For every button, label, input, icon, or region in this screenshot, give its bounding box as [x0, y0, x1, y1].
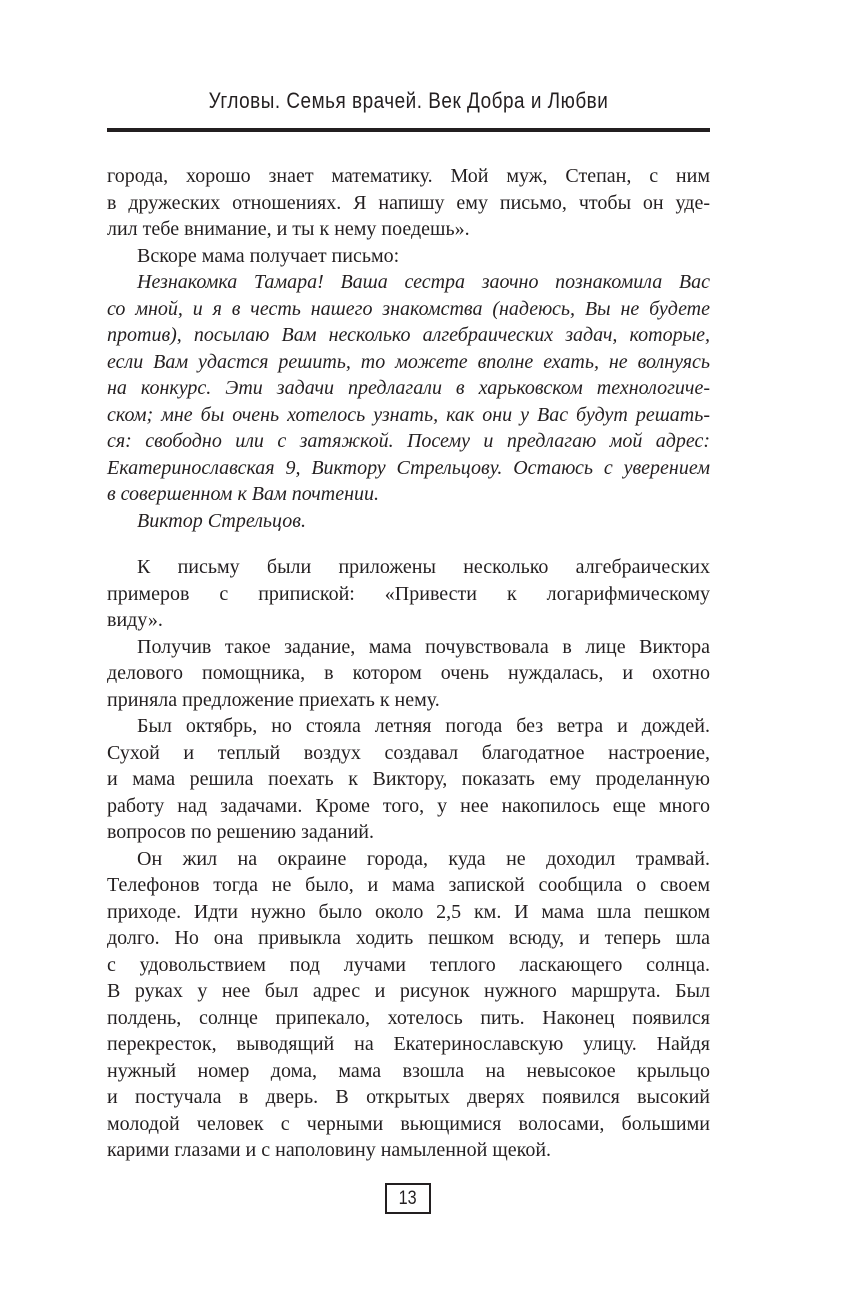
running-header: Угловы. Семья врачей. Век Добра и Любви [208, 88, 609, 113]
text-line: Получив такое задание, мама почувствовала в лице Виктора [137, 635, 710, 658]
letter-text-line: Виктор Стрельцов. [137, 509, 306, 532]
letter-text-line: на конкурс. Эти задачи предлагали в харьковском технологиче- [107, 377, 710, 399]
text-line: делового помощника, в котором очень нуждалась, и охотно [107, 662, 710, 684]
text-line: вопросов по решению заданий. [107, 821, 374, 843]
text-line: долго. Но она привыкла ходить пешком всюду, и теперь шла [107, 927, 710, 949]
text-line: примеров с припиской: «Привести к логарифмическому [107, 582, 710, 605]
text-line: виду». [107, 609, 163, 631]
header-rule [107, 128, 710, 132]
text-line: карими глазами и с наполовину намыленной щекой. [107, 1139, 552, 1161]
text-line: и постучала в дверь. В открытых дверях появился высокий [107, 1086, 710, 1108]
text-line: полдень, солнце припекало, хотелось пить. Наконец появился [107, 1006, 710, 1029]
text-line: перекресток, выводящий на Екатеринославскую улицу. Найдя [107, 1033, 710, 1055]
text-line: с удовольствием под лучами теплого ласкающего солнца. [107, 953, 710, 976]
page-number [385, 1183, 431, 1214]
letter-text-line: со мной, и я в честь нашего знакомства (надеюсь, Вы не будете [107, 297, 710, 320]
text-line: приходе. Идти нужно было около 2,5 км. И мама шла пешком [107, 900, 710, 923]
text-line: молодой человек с черными вьющимися волосами, большими [107, 1112, 710, 1135]
letter-text-line: если Вам удастся решить, то можете вполне ехать, не волнуясь [107, 350, 710, 373]
text-line: К письму были приложены несколько алгебраических [137, 556, 710, 578]
text-line: и мама решила поехать к Виктору, показать ему проделанную [107, 768, 710, 790]
text-line: Вскоре мама получает письмо: [137, 244, 400, 267]
text-line: нужный номер дома, мама взошла на невысокое крыльцо [107, 1059, 710, 1082]
text-line: работу над задачами. Кроме того, у нее накопилось еще много [107, 794, 710, 817]
letter-text-line: Незнакомка Тамара! Ваша сестра заочно познакомила Вас [137, 271, 710, 293]
text-line: лил тебе внимание, и ты к нему поедешь». [107, 218, 470, 240]
text-line: города, хорошо знает математику. Мой муж, Степан, с ним [107, 165, 710, 187]
text-line: Он жил на окраине города, куда не доходил трамвай. [137, 847, 710, 870]
text-line: В руках у нее был адрес и рисунок нужного маршрута. Был [107, 980, 710, 1002]
letter-text-line: Екатеринославская 9, Виктору Стрельцову. Остаюсь с уверением [107, 456, 710, 479]
text-line: в дружеских отношениях. Я напишу ему письмо, чтобы он уде- [107, 191, 710, 214]
page-number-text: 13 [399, 1188, 417, 1209]
text-section-letter [107, 163, 710, 534]
letter-text-line: ском; мне бы очень хотелось узнать, как они у Вас будут решать- [107, 403, 710, 426]
letter-text-line: ся: свободно или с затяжкой. Посему и предлагаю мой адрес: [107, 430, 710, 452]
text-section-narrative [107, 554, 710, 1164]
text-line: Телефонов тогда не было, и мама запиской сообщила о своем [107, 874, 710, 896]
text-line: Сухой и теплый воздух создавал благодатное настроение, [107, 741, 710, 764]
letter-text-line: в совершенном к Вам почтении. [107, 483, 380, 505]
text-line: приняла предложение приехать к нему. [107, 688, 440, 711]
letter-text-line: против), посылаю Вам несколько алгебраических задач, которые, [107, 324, 710, 346]
text-line: Был октябрь, но стояла летняя погода без ветра и дождей. [137, 715, 710, 737]
